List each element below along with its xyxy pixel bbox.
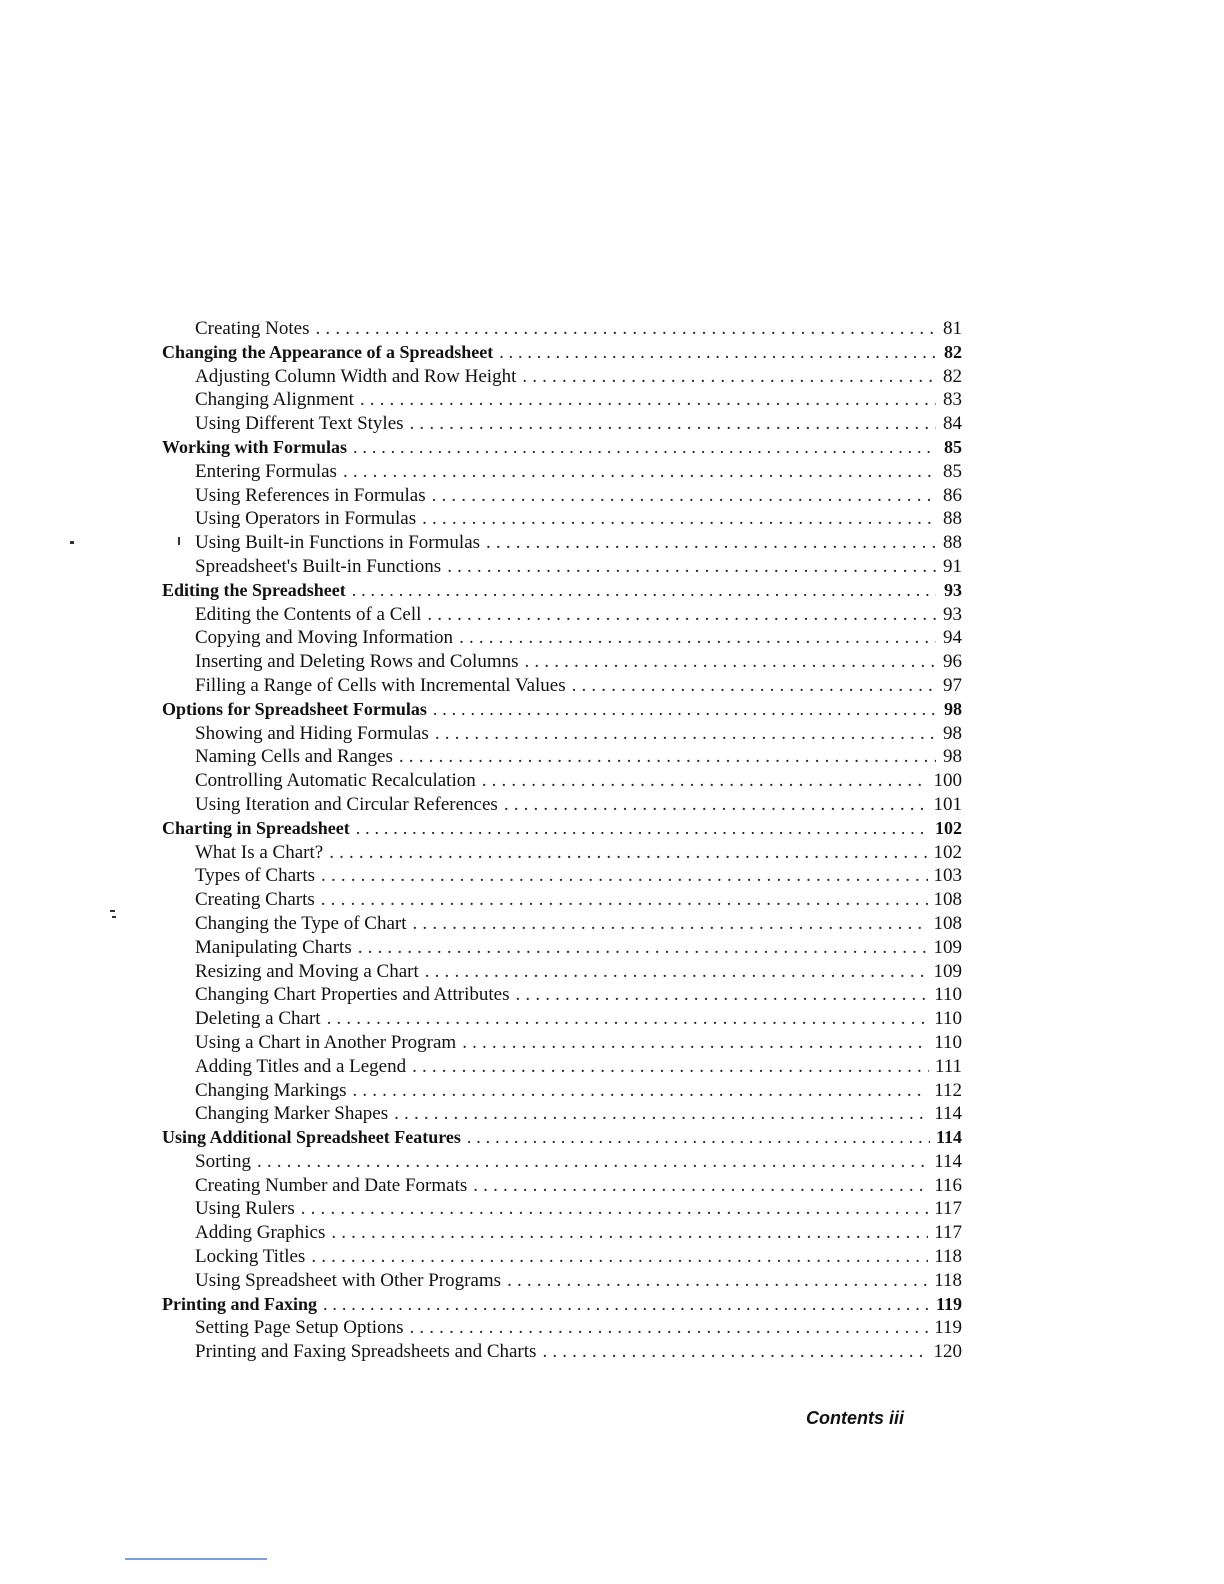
toc-dot-leader (572, 675, 936, 697)
toc-subsection-entry (162, 1222, 962, 1246)
toc-subsection-entry (162, 1151, 962, 1175)
toc-subsection-entry (162, 1056, 962, 1080)
toc-dot-leader (542, 1341, 927, 1363)
toc-dot-leader (352, 1080, 928, 1102)
toc-dot-leader (410, 413, 936, 435)
table-of-contents (162, 318, 962, 1365)
toc-subsection-entry (162, 723, 962, 747)
toc-entry-title: Adding Graphics (195, 1222, 326, 1244)
toc-dot-leader (499, 342, 936, 363)
page-footer: Contents iii (806, 1408, 904, 1428)
toc-entry-page: 108 (933, 912, 962, 934)
toc-entry-title: Sorting (195, 1150, 251, 1172)
toc-subsection-entry (162, 485, 962, 509)
toc-subsection-entry (162, 1103, 962, 1127)
toc-entry-title: Changing Alignment (195, 389, 354, 411)
toc-entry-page: 82 (944, 341, 962, 362)
toc-entry-title: Setting Page Setup Options (195, 1317, 404, 1339)
toc-entry-title: Deleting a Chart (195, 1008, 321, 1030)
toc-entry-title: Using Spreadsheet with Other Programs (195, 1269, 502, 1291)
toc-dot-leader (473, 1175, 928, 1197)
toc-section-entry (162, 580, 962, 604)
toc-subsection-entry (162, 1341, 962, 1365)
toc-entry-title: Using a Chart in Another Program (195, 1031, 457, 1053)
toc-entry-page: 86 (943, 484, 962, 506)
toc-entry-title: Printing and Faxing (162, 1293, 318, 1314)
toc-entry-title: Charting in Spreadsheet (162, 817, 350, 838)
toc-entry-title: Using Iteration and Circular References (195, 793, 498, 815)
toc-entry-page: 98 (943, 746, 962, 768)
toc-entry-title: Printing and Faxing Spreadsheets and Charts (195, 1341, 537, 1363)
toc-dot-leader (412, 1056, 929, 1078)
toc-entry-title: Changing the Type of Chart (195, 912, 407, 934)
toc-subsection-entry (162, 1175, 962, 1199)
toc-subsection-entry (162, 984, 962, 1008)
toc-section-entry (162, 818, 962, 842)
toc-entry-page: 84 (943, 413, 962, 435)
toc-entry-page: 93 (943, 603, 962, 625)
toc-entry-page: 118 (934, 1246, 962, 1268)
toc-dot-leader (433, 699, 936, 720)
toc-dot-leader (413, 913, 928, 935)
toc-entry-page: 94 (943, 627, 962, 649)
toc-dot-leader (522, 366, 936, 388)
toc-entry-title: Naming Cells and Ranges (195, 746, 393, 768)
toc-dot-leader (353, 437, 936, 458)
toc-entry-page: 88 (943, 508, 962, 530)
toc-subsection-entry (162, 461, 962, 485)
toc-dot-leader (311, 1246, 928, 1268)
toc-entry-title: Adjusting Column Width and Row Height (195, 365, 517, 387)
toc-dot-leader (507, 1270, 928, 1292)
toc-entry-page: 120 (933, 1341, 962, 1363)
toc-dot-leader (467, 1127, 930, 1148)
toc-subsection-entry (162, 1198, 962, 1222)
toc-section-entry (162, 342, 962, 366)
toc-entry-title: Creating Charts (195, 889, 315, 911)
toc-subsection-entry (162, 366, 962, 390)
toc-entry-title: Changing Markings (195, 1079, 347, 1101)
toc-dot-leader (447, 556, 936, 578)
toc-section-entry (162, 699, 962, 723)
toc-entry-page: 110 (934, 1008, 962, 1030)
toc-dot-leader (482, 770, 928, 792)
toc-entry-title: Entering Formulas (195, 460, 337, 482)
toc-entry-title: Creating Notes (195, 318, 310, 339)
toc-entry-page: 110 (934, 1031, 962, 1053)
toc-entry-page: 117 (934, 1222, 962, 1244)
toc-subsection-entry (162, 532, 962, 556)
toc-entry-page: 100 (933, 770, 962, 792)
toc-entry-title: Copying and Moving Information (195, 627, 454, 649)
toc-entry-page: 116 (934, 1174, 962, 1196)
toc-entry-page: 85 (944, 436, 962, 457)
toc-dot-leader (394, 1103, 928, 1125)
toc-entry-title: Changing Marker Shapes (195, 1103, 389, 1125)
toc-dot-leader (432, 485, 936, 507)
toc-entry-title: Changing the Appearance of a Spreadsheet (162, 341, 494, 362)
toc-entry-title: Using Built-in Functions in Formulas (195, 532, 481, 554)
toc-entry-title: Editing the Contents of a Cell (195, 603, 422, 625)
toc-dot-leader (516, 984, 929, 1006)
toc-dot-leader (329, 842, 927, 864)
toc-entry-page: 103 (933, 865, 962, 887)
toc-dot-leader (343, 461, 936, 483)
toc-subsection-entry (162, 1008, 962, 1032)
toc-dot-leader (462, 1032, 928, 1054)
toc-subsection-entry (162, 604, 962, 628)
toc-dot-leader (486, 532, 936, 554)
toc-entry-page: 108 (933, 889, 962, 911)
toc-subsection-entry (162, 746, 962, 770)
toc-dot-leader (257, 1151, 928, 1173)
toc-subsection-entry (162, 413, 962, 437)
toc-entry-title: Changing Chart Properties and Attributes (195, 984, 510, 1006)
toc-entry-page: 114 (934, 1150, 962, 1172)
toc-entry-page: 119 (935, 1293, 962, 1314)
scan-speck (70, 541, 74, 544)
toc-entry-title: Filling a Range of Cells with Incremental Values (195, 674, 566, 696)
toc-dot-leader (399, 746, 936, 768)
toc-entry-page: 112 (934, 1079, 962, 1101)
toc-dot-leader (425, 961, 928, 983)
toc-entry-page: 88 (943, 532, 962, 554)
toc-dot-leader (422, 508, 936, 530)
toc-entry-title: Editing the Spreadsheet (162, 579, 346, 600)
toc-subsection-entry (162, 865, 962, 889)
toc-subsection-entry (162, 389, 962, 413)
toc-entry-page: 119 (934, 1317, 962, 1339)
toc-subsection-entry (162, 651, 962, 675)
toc-subsection-entry (162, 508, 962, 532)
toc-dot-leader (327, 1008, 929, 1030)
toc-section-entry (162, 437, 962, 461)
toc-entry-title: Manipulating Charts (195, 936, 352, 958)
toc-entry-page: 109 (933, 960, 962, 982)
toc-dot-leader (459, 627, 936, 649)
toc-dot-leader (356, 818, 929, 839)
toc-dot-leader (316, 318, 936, 340)
toc-entry-title: Showing and Hiding Formulas (195, 722, 429, 744)
toc-subsection-entry (162, 770, 962, 794)
toc-dot-leader (321, 865, 927, 887)
scan-edge-line (125, 1558, 267, 1560)
scan-speck (112, 916, 116, 918)
toc-subsection-entry (162, 1080, 962, 1104)
toc-entry-page: 96 (943, 651, 962, 673)
toc-entry-title: Adding Titles and a Legend (195, 1055, 407, 1077)
toc-section-entry (162, 1127, 962, 1151)
toc-entry-page: 83 (943, 389, 962, 411)
toc-dot-leader (435, 723, 936, 745)
toc-subsection-entry (162, 627, 962, 651)
toc-entry-page: 91 (943, 555, 962, 577)
toc-entry-page: 81 (943, 318, 962, 339)
toc-entry-title: Working with Formulas (162, 436, 348, 457)
toc-dot-leader (331, 1222, 928, 1244)
toc-dot-leader (358, 937, 928, 959)
toc-entry-page: 117 (934, 1198, 962, 1220)
scan-speck (110, 910, 115, 912)
toc-dot-leader (301, 1198, 928, 1220)
toc-subsection-entry (162, 318, 962, 342)
toc-entry-page: 97 (943, 674, 962, 696)
scan-speck (178, 537, 180, 545)
toc-subsection-entry (162, 937, 962, 961)
toc-entry-title: Controlling Automatic Recalculation (195, 770, 476, 792)
toc-entry-page: 98 (944, 698, 962, 719)
toc-entry-title: Locking Titles (195, 1246, 306, 1268)
toc-dot-leader (525, 651, 937, 673)
toc-entry-page: 82 (943, 365, 962, 387)
toc-dot-leader (352, 580, 936, 601)
toc-dot-leader (504, 794, 928, 816)
toc-entry-title: Using Rulers (195, 1198, 295, 1220)
toc-entry-page: 85 (943, 460, 962, 482)
toc-entry-page: 109 (933, 936, 962, 958)
toc-entry-title: Using References in Formulas (195, 484, 426, 506)
toc-section-entry (162, 1294, 962, 1318)
toc-entry-page: 114 (934, 1103, 962, 1125)
toc-subsection-entry (162, 1246, 962, 1270)
toc-subsection-entry (162, 1270, 962, 1294)
toc-subsection-entry (162, 1317, 962, 1341)
toc-subsection-entry (162, 842, 962, 866)
toc-entry-title: Options for Spreadsheet Formulas (162, 698, 427, 719)
toc-entry-page: 102 (933, 841, 962, 863)
toc-entry-page: 118 (934, 1269, 962, 1291)
toc-entry-page: 93 (944, 579, 962, 600)
toc-entry-page: 98 (943, 722, 962, 744)
toc-entry-title: Types of Charts (195, 865, 316, 887)
toc-subsection-entry (162, 794, 962, 818)
toc-entry-page: 110 (934, 984, 962, 1006)
toc-entry-title: Inserting and Deleting Rows and Columns (195, 651, 519, 673)
toc-subsection-entry (162, 675, 962, 699)
toc-entry-title: Spreadsheet's Built-in Functions (195, 555, 442, 577)
toc-entry-title: Using Additional Spreadsheet Features (162, 1127, 461, 1148)
toc-entry-title: Creating Number and Date Formats (195, 1174, 468, 1196)
toc-entry-page: 114 (935, 1127, 962, 1148)
toc-dot-leader (360, 389, 936, 411)
toc-dot-leader (427, 604, 936, 626)
toc-dot-leader (409, 1317, 928, 1339)
toc-entry-title: Using Different Text Styles (195, 413, 404, 435)
toc-subsection-entry (162, 556, 962, 580)
toc-entry-page: 102 (935, 817, 962, 838)
toc-subsection-entry (162, 913, 962, 937)
toc-entry-page: 111 (934, 1055, 962, 1077)
toc-entry-page: 101 (933, 793, 962, 815)
toc-entry-title: What Is a Chart? (195, 841, 324, 863)
toc-entry-title: Using Operators in Formulas (195, 508, 417, 530)
toc-dot-leader (321, 889, 928, 911)
toc-dot-leader (323, 1294, 930, 1315)
toc-entry-title: Resizing and Moving a Chart (195, 960, 419, 982)
toc-subsection-entry (162, 1032, 962, 1056)
toc-subsection-entry (162, 961, 962, 985)
toc-subsection-entry (162, 889, 962, 913)
